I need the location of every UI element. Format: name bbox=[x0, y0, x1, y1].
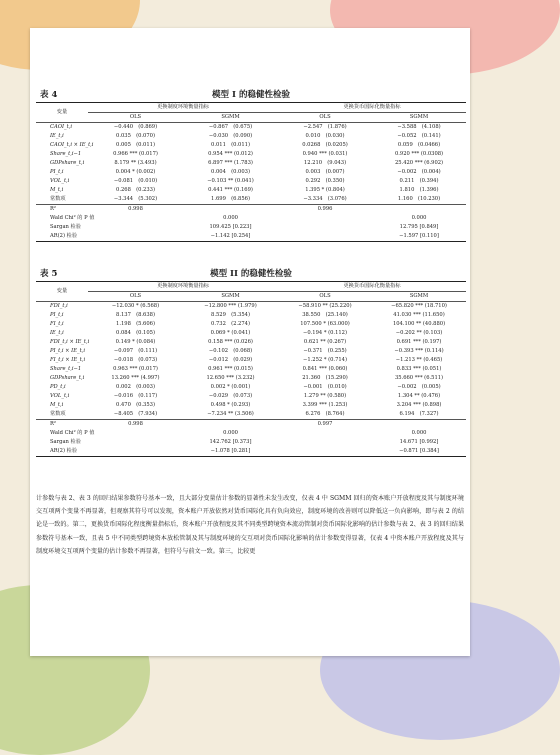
table-cell: 6.194 (7.327) bbox=[399, 410, 439, 417]
row-label: 常数项 bbox=[50, 410, 66, 417]
table-cell: 3.399 *** (1.253) bbox=[302, 401, 348, 408]
table-cell: 1.304 ** (0.476) bbox=[397, 392, 441, 399]
table-cell: 0.966 *** (0.017) bbox=[113, 150, 158, 157]
table-row bbox=[36, 365, 466, 374]
row-label: IE_t,i bbox=[50, 132, 64, 139]
row-label: FI_t,i bbox=[50, 320, 64, 327]
table-row bbox=[36, 168, 466, 177]
table-cell: 0.002 * (0.001) bbox=[210, 383, 251, 390]
stat-cell: 0.998 bbox=[88, 205, 183, 215]
table-cell: 0.010 (0.030) bbox=[305, 132, 345, 139]
stat-cell: 0.997 bbox=[278, 420, 372, 430]
table-cell: 8.179 ** (3.493) bbox=[114, 159, 157, 166]
table4-group1: 更换制度环境衡量指标 bbox=[88, 103, 278, 113]
table4-number: 表 4 bbox=[40, 90, 58, 100]
stat-row bbox=[36, 438, 466, 447]
stat-label: AR(2) 检验 bbox=[36, 447, 88, 457]
table5-group1: 更换制度环境衡量指标 bbox=[88, 282, 278, 292]
table-row bbox=[36, 338, 466, 347]
table-row bbox=[36, 311, 466, 320]
row-label: Share_t,i−1 bbox=[50, 365, 82, 372]
table-cell: 0.441 *** (0.169) bbox=[208, 186, 253, 193]
table-cell: 0.149 * (0.084) bbox=[115, 338, 156, 345]
stat-cell bbox=[88, 214, 183, 223]
stat-cell bbox=[278, 438, 372, 447]
table-cell: −3.588 (4.108) bbox=[397, 123, 441, 130]
row-label: CAOI_t,i bbox=[50, 123, 73, 130]
stat-cell: 0.000 bbox=[223, 429, 238, 436]
table-cell: −0.002 (0.005) bbox=[397, 383, 441, 390]
table-cell: 1.198 (5.606) bbox=[116, 320, 155, 327]
table-cell: 0.621 ** (0.267) bbox=[303, 338, 347, 345]
table-cell: 0.954 *** (0.012) bbox=[208, 150, 253, 157]
stat-cell bbox=[278, 214, 372, 223]
table-cell: 8.529 (5.354) bbox=[211, 311, 250, 318]
row-label: VOL_t,i bbox=[50, 177, 70, 184]
stat-cell bbox=[278, 232, 372, 242]
table-row bbox=[36, 150, 466, 159]
table-cell: 0.963 *** (0.017) bbox=[113, 365, 158, 372]
stat-cell: 142.762 [0.373] bbox=[209, 438, 252, 445]
table5-number: 表 5 bbox=[40, 269, 58, 279]
table5-method-sgmm: SGMM bbox=[372, 292, 466, 302]
table4-group2: 更换货币国际化衡量指标 bbox=[278, 103, 466, 113]
table-cell: 0.158 *** (0.026) bbox=[208, 338, 253, 345]
table-cell: 21.360 (15.290) bbox=[302, 374, 348, 381]
table-cell: 0.0268 (0.0205) bbox=[302, 141, 348, 148]
table-cell: −12.030 * (6.568) bbox=[111, 302, 160, 309]
row-label: FDI_t,i × IE_t,i bbox=[50, 338, 90, 345]
row-label: M_t,i bbox=[50, 186, 64, 193]
table5-method-sgmm: SGMM bbox=[183, 292, 278, 302]
table-cell: 0.004 (0.003) bbox=[211, 168, 250, 175]
stat-row bbox=[36, 205, 466, 215]
table-cell: −0.371 (0.255) bbox=[303, 347, 347, 354]
row-label: 常数项 bbox=[50, 195, 66, 202]
table-cell: 0.005 (0.011) bbox=[116, 141, 155, 148]
table-row bbox=[36, 356, 466, 365]
table-cell: 12.210 (9.043) bbox=[303, 159, 347, 166]
stat-cell: −1.142 [0.254] bbox=[183, 232, 278, 242]
stat-cell: 0.000 bbox=[223, 214, 238, 221]
row-label: PD_t,i bbox=[50, 383, 66, 390]
stat-cell bbox=[88, 223, 183, 232]
table-cell: −0.012 (0.029) bbox=[208, 356, 253, 363]
table5 bbox=[36, 281, 466, 457]
table-row bbox=[36, 374, 466, 383]
table-cell: 0.004 * (0.002) bbox=[115, 168, 156, 175]
stat-cell bbox=[278, 447, 372, 457]
stat-label: Sargan 检验 bbox=[50, 438, 81, 445]
stat-cell bbox=[183, 205, 278, 215]
table4-method-header bbox=[36, 113, 466, 123]
stat-label: R² bbox=[36, 420, 88, 430]
table4-heading bbox=[36, 88, 466, 102]
table-cell: −0.081 (0.010) bbox=[113, 177, 158, 184]
table4-group-header bbox=[36, 103, 466, 113]
table5-method-header bbox=[36, 292, 466, 302]
stat-label: R² bbox=[36, 205, 88, 215]
table-cell: 0.084 (0.105) bbox=[116, 329, 155, 336]
stat-cell: 109.425 [0.223] bbox=[209, 223, 252, 230]
row-label: VOL_t,i bbox=[50, 392, 70, 399]
stat-cell: −1.078 [0.281] bbox=[183, 447, 278, 457]
table-row bbox=[36, 195, 466, 205]
table-cell: 0.059 (0.0466) bbox=[397, 141, 441, 148]
stat-cell bbox=[88, 447, 183, 457]
stat-row bbox=[36, 447, 466, 457]
table4-method-ols: OLS bbox=[88, 113, 183, 123]
stat-label: Wald Chi² 的 P 值 bbox=[50, 429, 95, 436]
table-row bbox=[36, 123, 466, 133]
stat-cell: 0.000 bbox=[411, 214, 427, 221]
stat-row bbox=[36, 223, 466, 232]
table-cell: 41.030 *** (11.650) bbox=[393, 311, 445, 318]
table-row bbox=[36, 392, 466, 401]
table-cell: 0.003 (0.007) bbox=[305, 168, 345, 175]
table4-method-sgmm: SGMM bbox=[183, 113, 278, 123]
table-cell: 8.137 (8.638) bbox=[116, 311, 155, 318]
stat-row bbox=[36, 429, 466, 438]
table-cell: 0.920 *** (0.0308) bbox=[394, 150, 444, 157]
table-cell: 1.395 * (0.804) bbox=[305, 186, 345, 193]
row-label: IE_t,i bbox=[50, 329, 64, 336]
table5-method-ols: OLS bbox=[278, 292, 372, 302]
table-cell: 0.292 (0.350) bbox=[305, 177, 345, 184]
stat-row bbox=[36, 214, 466, 223]
table5-heading bbox=[36, 267, 466, 281]
table-cell: 104.100 ** (40.880) bbox=[392, 320, 446, 327]
stat-cell bbox=[88, 429, 183, 438]
table-row bbox=[36, 186, 466, 195]
table-cell: 3.204 *** (0.898) bbox=[396, 401, 442, 408]
table-cell: 6.897 *** (1.783) bbox=[208, 159, 253, 166]
table-cell: −1.252 * (0.714) bbox=[303, 356, 348, 363]
table4-method-ols: OLS bbox=[278, 113, 372, 123]
table4-method-sgmm: SGMM bbox=[372, 113, 466, 123]
table4-title: 模型 I 的稳健性检验 bbox=[212, 90, 290, 100]
row-label: GDPshare_t,i bbox=[50, 374, 85, 381]
table-cell: 25.420 *** (6.902) bbox=[394, 159, 444, 166]
table-cell: −3.344 (5.302) bbox=[113, 195, 158, 202]
table-cell: −2.547 (1.876) bbox=[303, 123, 347, 130]
table-cell: 1.279 ** (0.580) bbox=[303, 392, 347, 399]
table4-var-header: 变量 bbox=[36, 103, 88, 123]
table-row bbox=[36, 302, 466, 312]
stat-row bbox=[36, 232, 466, 242]
row-label: PI_t,i bbox=[50, 311, 64, 318]
stat-label: Wald Chi² 的 P 值 bbox=[50, 214, 95, 221]
stat-row bbox=[36, 420, 466, 430]
stat-cell: 0.000 bbox=[411, 429, 427, 436]
table5-var-header: 变量 bbox=[36, 282, 88, 302]
row-label: CAOI_t,i × IE_t,i bbox=[50, 141, 94, 148]
table-cell: 12.650 *** (3.232) bbox=[206, 374, 255, 381]
stat-cell bbox=[88, 232, 183, 242]
table-row bbox=[36, 132, 466, 141]
table-cell: 13.260 *** (4.997) bbox=[111, 374, 160, 381]
table5-method-ols: OLS bbox=[88, 292, 183, 302]
table-cell: −0.001 (0.010) bbox=[303, 383, 347, 390]
table-cell: −0.440 (0.869) bbox=[113, 123, 158, 130]
table-cell: −0.030 (0.090) bbox=[208, 132, 253, 139]
table-cell: 0.691 *** (0.197) bbox=[396, 338, 442, 345]
table-cell: −0.103 ** (0.041) bbox=[207, 177, 254, 184]
row-label: FDI_t,i bbox=[50, 302, 68, 309]
table-cell: 38.550 (25.140) bbox=[302, 311, 348, 318]
table-cell: 0.841 *** (0.060) bbox=[302, 365, 348, 372]
table-cell: −0.018 (0.073) bbox=[113, 356, 158, 363]
body-paragraph: 计参数与表 2、表 3 的回归结果参数符号基本一致，且大部分变量估计参数的显著性未发生改变，仅表 4 中 SGMM 回归的资本账户开放程度及其与制度环境交互项两个变量不再显著，但观察其符号可以发现，资本账户开放依然对货币国际化具有负向效应，制度环境的改善则可以降低这一负向影响，即与表 2 的结论是一致的。第二，更换货币国际化程度衡量指标后，资本账户开放程度及其不同类型跨境资本流动管制对货币国际化影响的估计参数与表 2、表 3 的回归结果参数符号基本一致，且表 5 中不同类型跨境资本放松管制及其与制度环境的交互项对货币国际化影响的估计参数变得显著，仅表 4 中资本账户开放程度及其与制度环境交互项两个变量的估计参数不再显著，但符号与前文一致。第三，比较更 bbox=[36, 495, 464, 555]
table-cell: 0.268 (0.233) bbox=[116, 186, 155, 193]
row-label: GDPshare_t,i bbox=[50, 159, 85, 166]
table-cell: −0.029 (0.073) bbox=[208, 392, 253, 399]
table-row bbox=[36, 347, 466, 356]
table-cell: 0.002 (0.003) bbox=[116, 383, 155, 390]
table-cell: −0.194 * (0.112) bbox=[303, 329, 348, 336]
table-cell: −0.102 (0.068) bbox=[208, 347, 253, 354]
table-cell: −0.202 ** (0.103) bbox=[395, 329, 443, 336]
table-cell: 0.498 * (0.293) bbox=[210, 401, 251, 408]
table5-group-header bbox=[36, 282, 466, 292]
table-cell: 0.035 (0.070) bbox=[116, 132, 155, 139]
table-cell: −58.910 ** (25.220) bbox=[298, 302, 352, 309]
stat-cell bbox=[183, 420, 278, 430]
stat-label: AR(2) 检验 bbox=[36, 232, 88, 242]
table-cell: −0.393 *** (0.114) bbox=[394, 347, 444, 354]
table5-title: 模型 II 的稳健性检验 bbox=[210, 269, 292, 279]
table-cell: 1.699 (6.856) bbox=[211, 195, 250, 202]
table-row bbox=[36, 401, 466, 410]
table-row bbox=[36, 159, 466, 168]
table-row bbox=[36, 329, 466, 338]
table-cell: −7.234 ** (3.506) bbox=[207, 410, 254, 417]
table-cell: 1.160 (10.230) bbox=[397, 195, 441, 202]
row-label: FI_t,i × IE_t,i bbox=[50, 356, 86, 363]
table-row bbox=[36, 177, 466, 186]
stat-cell bbox=[372, 205, 466, 215]
table-cell: −0.002 (0.004) bbox=[397, 168, 441, 175]
table-cell: −8.405 (7.934) bbox=[113, 410, 158, 417]
table-cell: 0.470 (0.353) bbox=[116, 401, 155, 408]
table5-group2: 更换货币国际化衡量指标 bbox=[278, 282, 466, 292]
table-row bbox=[36, 383, 466, 392]
stat-cell: 0.996 bbox=[278, 205, 372, 215]
table-cell: −0.052 (0.141) bbox=[397, 132, 441, 139]
table-cell: 107.500 * (63.000) bbox=[300, 320, 350, 327]
table-cell: 0.069 * (0.041) bbox=[210, 329, 251, 336]
table-row bbox=[36, 141, 466, 150]
table-cell: −3.334 (3.076) bbox=[303, 195, 347, 202]
table-cell: −0.867 (0.675) bbox=[208, 123, 253, 130]
table-cell: 0.940 *** (0.031) bbox=[302, 150, 348, 157]
stat-cell: −1.597 [0.110] bbox=[372, 232, 466, 242]
table-cell: 6.276 (8.764) bbox=[305, 410, 345, 417]
table-cell: −1.213 ** (0.465) bbox=[395, 356, 443, 363]
table-cell: −65.820 *** (18.710) bbox=[391, 302, 447, 309]
table-row bbox=[36, 410, 466, 420]
table-cell: 0.732 (2.274) bbox=[211, 320, 250, 327]
table-cell: 0.011 (0.011) bbox=[211, 141, 250, 148]
row-label: PI_t,i bbox=[50, 168, 64, 175]
table-cell: 0.961 *** (0.015) bbox=[208, 365, 253, 372]
stat-cell bbox=[372, 420, 466, 430]
table-cell: 0.833 *** (0.051) bbox=[396, 365, 442, 372]
stat-cell: −0.871 [0.384] bbox=[372, 447, 466, 457]
stat-cell: 0.998 bbox=[88, 420, 183, 430]
stat-cell: 14.671 [0.992] bbox=[399, 438, 439, 445]
table4 bbox=[36, 102, 466, 242]
table-row bbox=[36, 320, 466, 329]
stat-cell: 12.795 [0.849] bbox=[399, 223, 439, 230]
table-cell: 1.810 (1.396) bbox=[399, 186, 439, 193]
table-cell: −0.016 (0.117) bbox=[113, 392, 158, 399]
row-label: Share_t,i−1 bbox=[50, 150, 82, 157]
stat-cell bbox=[88, 438, 183, 447]
row-label: M_t,i bbox=[50, 401, 64, 408]
stat-cell bbox=[278, 429, 372, 438]
stat-label: Sargan 检验 bbox=[50, 223, 81, 230]
table-cell: −12.800 *** (1.979) bbox=[204, 302, 257, 309]
table-cell: −0.097 (0.111) bbox=[113, 347, 158, 354]
table-cell: 35.660 *** (6.511) bbox=[394, 374, 444, 381]
row-label: PI_t,i × IE_t,i bbox=[50, 347, 85, 354]
stat-cell bbox=[278, 223, 372, 232]
table-cell: 0.211 (0.394) bbox=[399, 177, 439, 184]
